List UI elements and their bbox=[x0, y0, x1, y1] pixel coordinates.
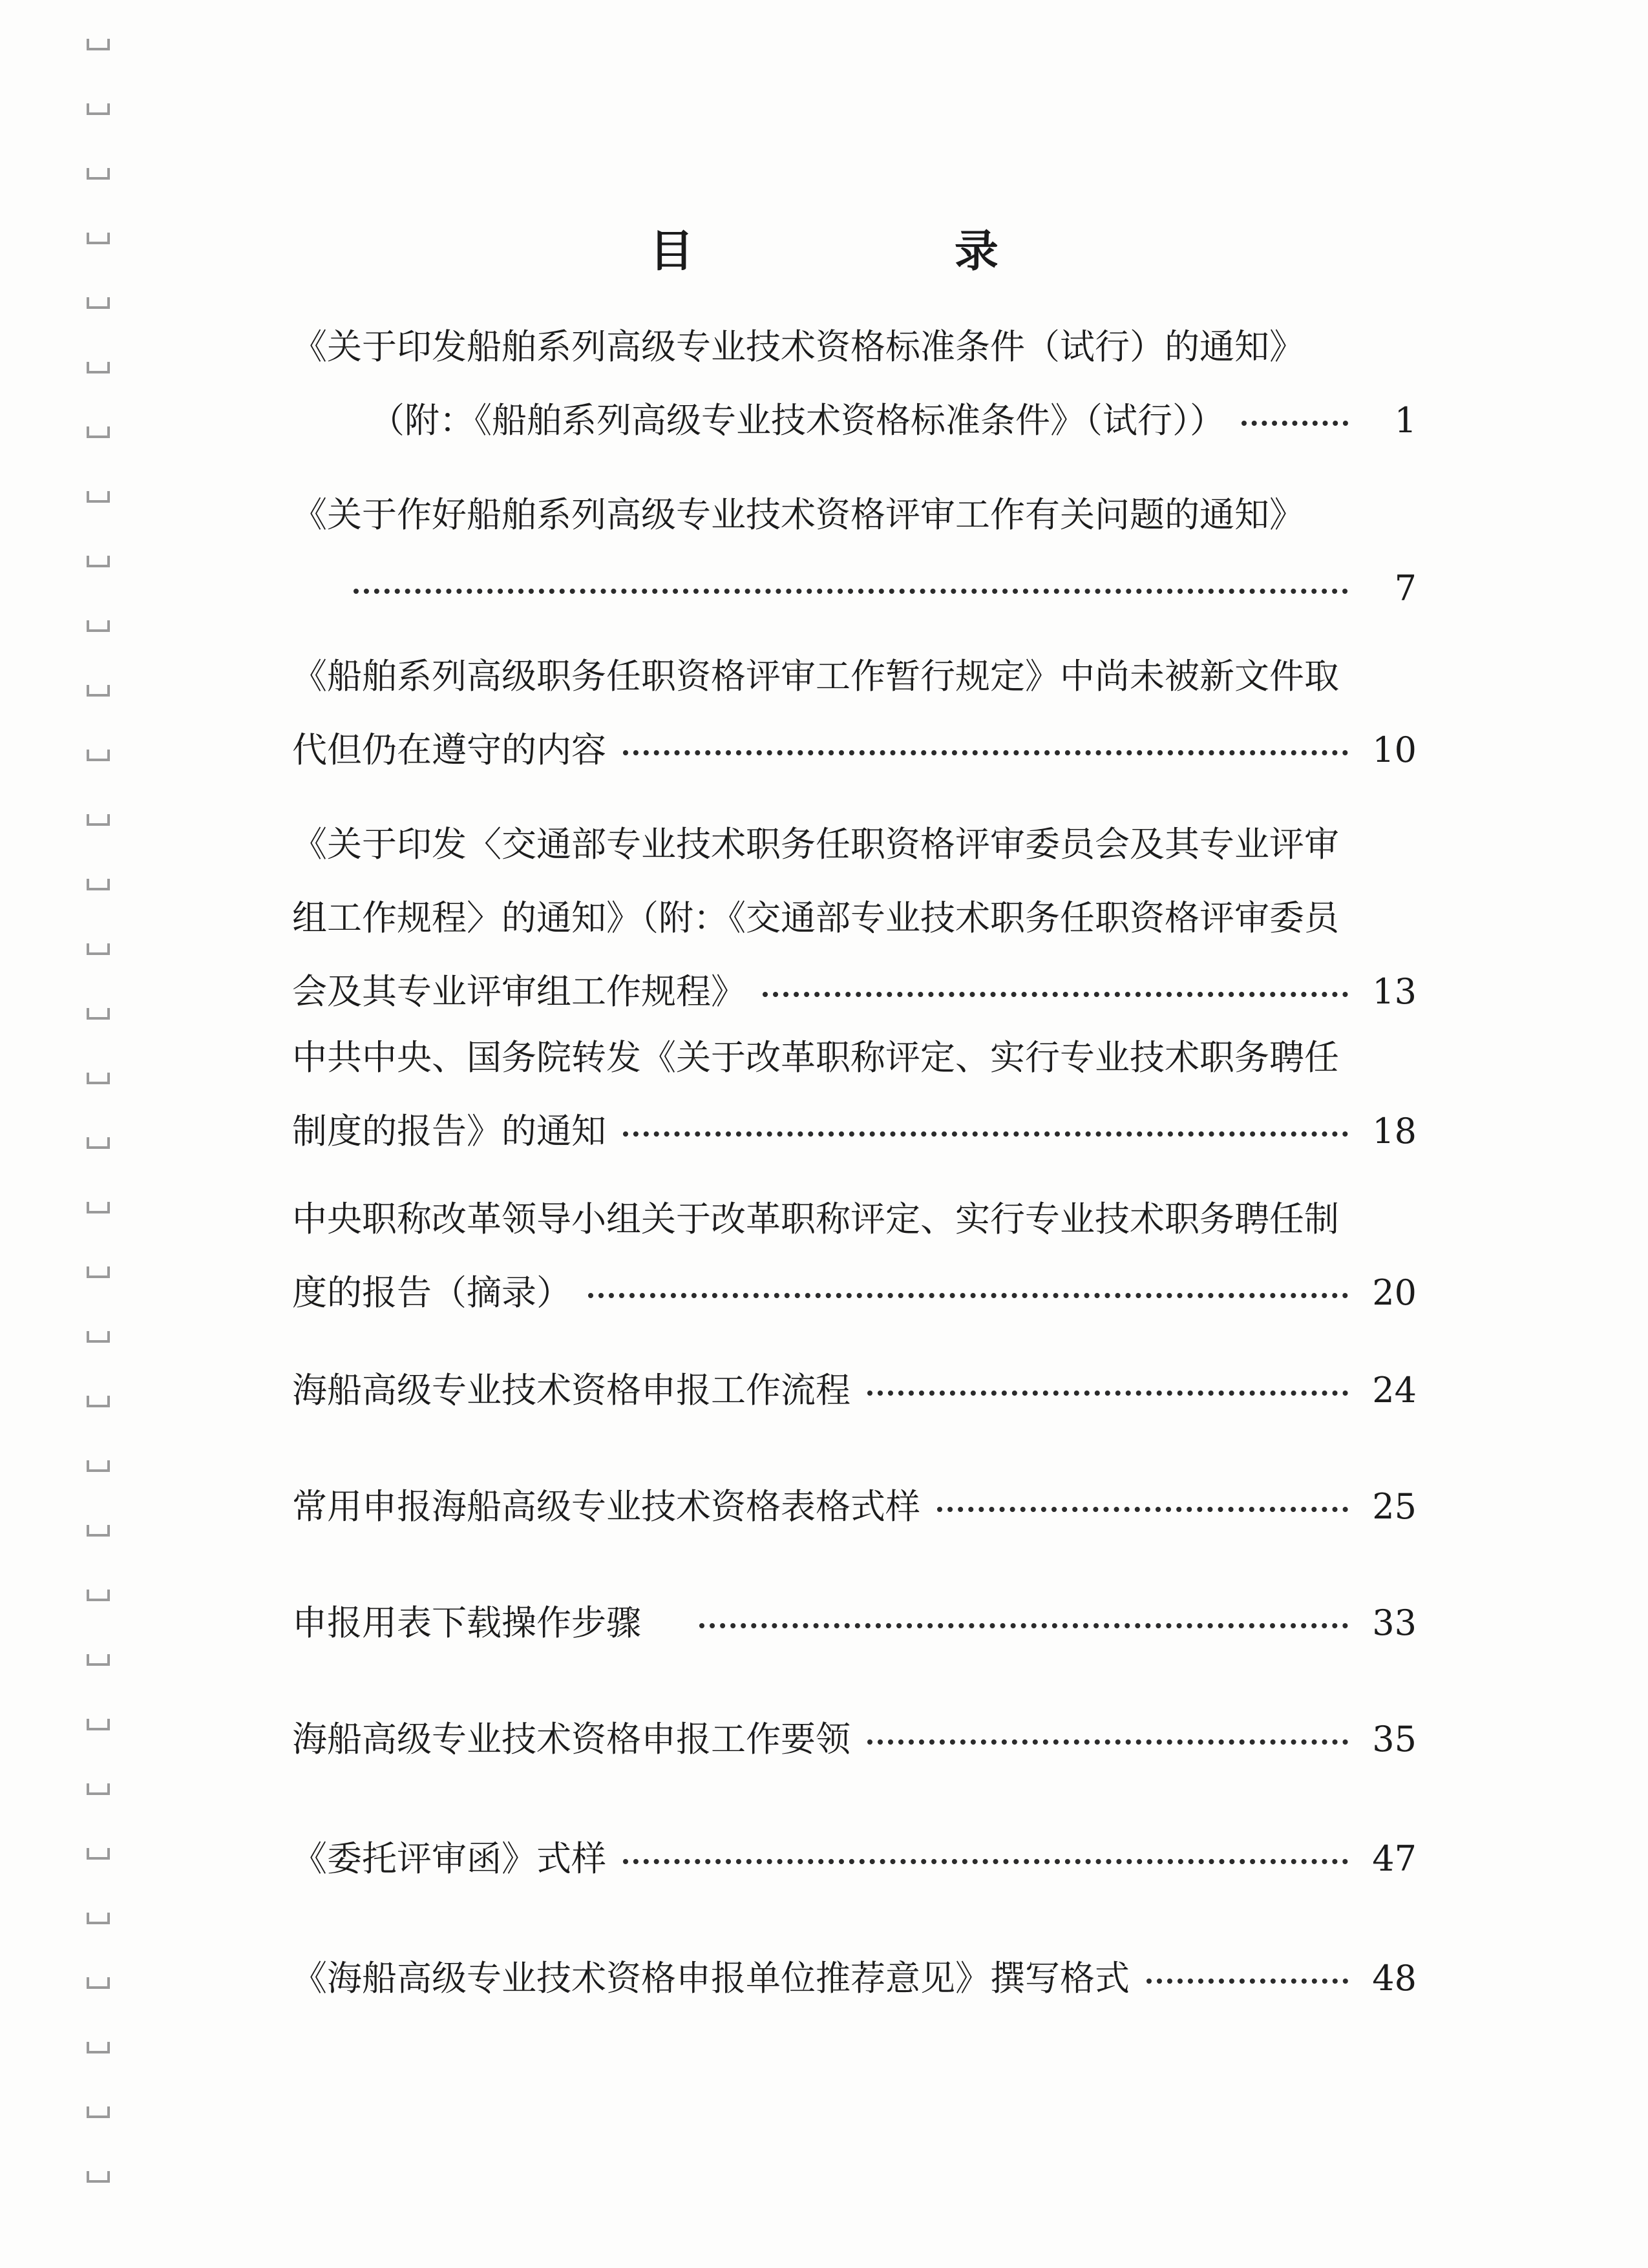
binding-hole-mark bbox=[87, 620, 110, 632]
toc-line bbox=[292, 1470, 1417, 1544]
toc-text: 代但仍在遵守的内容 bbox=[292, 730, 606, 770]
dot-leader bbox=[937, 1507, 1348, 1512]
toc-text: 度的报告（摘录） bbox=[292, 1272, 571, 1313]
binding-hole-mark bbox=[87, 814, 110, 826]
binding-hole-mark bbox=[87, 1848, 110, 1860]
toc-text: 《海船高级专业技术资格申报单位推荐意见》撰写格式 bbox=[292, 1958, 1130, 1999]
toc-text: 常用申报海船高级专业技术资格表格式样 bbox=[292, 1486, 920, 1527]
binding-hole-mark bbox=[87, 2106, 110, 2118]
toc-entry bbox=[292, 640, 1417, 787]
dot-leader bbox=[1241, 421, 1348, 426]
toc-line bbox=[292, 713, 1417, 787]
toc-page-number: 1 bbox=[1394, 400, 1417, 441]
toc-line bbox=[292, 1942, 1417, 2015]
toc-page-number: 13 bbox=[1372, 971, 1417, 1012]
binding-hole-mark bbox=[87, 556, 110, 567]
toc-line bbox=[292, 1256, 1417, 1330]
toc-text: 海船高级专业技术资格申报工作要领 bbox=[292, 1719, 850, 1759]
binding-hole-mark bbox=[87, 1525, 110, 1537]
toc-page-number: 35 bbox=[1372, 1719, 1417, 1759]
binding-hole-mark bbox=[87, 1913, 110, 1924]
toc-text: 《船舶系列高级职务任职资格评审工作暂行规定》中尚未被新文件取 bbox=[292, 656, 1339, 697]
toc-text: 会及其专业评审组工作规程》 bbox=[292, 971, 746, 1012]
binding-hole-mark bbox=[87, 1331, 110, 1343]
toc-page-number: 33 bbox=[1372, 1602, 1417, 1643]
toc-entry bbox=[292, 1021, 1417, 1168]
dot-leader bbox=[763, 992, 1348, 997]
toc-line bbox=[292, 955, 1417, 1029]
binding-hole-mark bbox=[87, 168, 110, 180]
binding-hole-mark bbox=[87, 1202, 110, 1213]
binding-hole-mark bbox=[87, 1460, 110, 1472]
binding-hole-mark bbox=[87, 39, 110, 50]
binding-hole-mark bbox=[87, 2042, 110, 2053]
toc-line bbox=[292, 1586, 1417, 1660]
toc-page-number: 18 bbox=[1372, 1111, 1417, 1151]
dot-leader bbox=[588, 1293, 1348, 1298]
toc-page-number: 20 bbox=[1372, 1272, 1417, 1313]
dot-leader bbox=[623, 1131, 1348, 1137]
toc-line bbox=[292, 310, 1417, 384]
toc-line bbox=[292, 1021, 1417, 1095]
toc-text: 《关于印发〈交通部专业技术职务任职资格评审委员会及其专业评审 bbox=[292, 824, 1339, 865]
binding-holes bbox=[78, 39, 129, 2236]
toc-text: 组工作规程〉的通知》（附：《交通部专业技术职务任职资格评审委员 bbox=[292, 898, 1339, 938]
toc-entry bbox=[292, 1586, 1417, 1660]
binding-hole-mark bbox=[87, 2171, 110, 2183]
toc-page-number: 47 bbox=[1372, 1838, 1417, 1879]
dot-leader bbox=[623, 1859, 1348, 1864]
dot-leader bbox=[623, 750, 1348, 755]
binding-hole-mark bbox=[87, 750, 110, 761]
toc-page-number: 10 bbox=[1372, 730, 1417, 770]
dot-leader bbox=[354, 589, 1348, 594]
toc-text: 《关于作好船舶系列高级专业技术资格评审工作有关问题的通知》 bbox=[292, 494, 1304, 535]
toc-text: 中共中央、国务院转发《关于改革职称评定、实行专业技术职务聘任 bbox=[292, 1037, 1339, 1078]
toc-page-number: 24 bbox=[1372, 1370, 1417, 1411]
page-title: 目 录 bbox=[650, 226, 1121, 277]
toc-page-number: 25 bbox=[1372, 1486, 1417, 1527]
binding-hole-mark bbox=[87, 1396, 110, 1407]
toc-line bbox=[292, 1354, 1417, 1427]
binding-hole-mark bbox=[87, 1783, 110, 1795]
toc-line bbox=[292, 1822, 1417, 1896]
dot-leader bbox=[867, 1739, 1348, 1745]
binding-hole-mark bbox=[87, 943, 110, 955]
toc-line bbox=[292, 640, 1417, 713]
toc-text: 申报用表下载操作步骤 bbox=[292, 1602, 641, 1643]
toc-text: 制度的报告》的通知 bbox=[292, 1111, 606, 1151]
toc-page-number: 7 bbox=[1394, 568, 1417, 609]
toc-text: 中央职称改革领导小组关于改革职称评定、实行专业技术职务聘任制 bbox=[292, 1199, 1339, 1239]
binding-hole-mark bbox=[87, 1137, 110, 1149]
binding-hole-mark bbox=[87, 1977, 110, 1989]
toc-page-number: 48 bbox=[1372, 1958, 1417, 1999]
toc-line bbox=[292, 1182, 1417, 1256]
toc-entry bbox=[292, 1182, 1417, 1330]
toc-text: 海船高级专业技术资格申报工作流程 bbox=[292, 1370, 850, 1411]
toc-text: 《委托评审函》式样 bbox=[292, 1838, 606, 1879]
binding-hole-mark bbox=[87, 1008, 110, 1020]
binding-hole-mark bbox=[87, 297, 110, 309]
toc-line bbox=[292, 881, 1417, 955]
dot-leader bbox=[1146, 1979, 1348, 1984]
binding-hole-mark bbox=[87, 1590, 110, 1601]
binding-hole-mark bbox=[87, 491, 110, 503]
toc-text: （附：《船舶系列高级专业技术资格标准条件》（试行）） bbox=[370, 400, 1225, 441]
toc-line bbox=[292, 1095, 1417, 1168]
toc-line bbox=[292, 384, 1417, 457]
binding-hole-mark bbox=[87, 1654, 110, 1666]
toc-entry bbox=[292, 1470, 1417, 1544]
binding-hole-mark bbox=[87, 685, 110, 697]
toc-entry bbox=[292, 1703, 1417, 1776]
binding-hole-mark bbox=[87, 426, 110, 438]
toc-line bbox=[292, 1703, 1417, 1776]
toc-entry bbox=[292, 1822, 1417, 1896]
binding-hole-mark bbox=[87, 103, 110, 115]
toc-text: 《关于印发船舶系列高级专业技术资格标准条件（试行）的通知》 bbox=[292, 326, 1304, 367]
binding-hole-mark bbox=[87, 1719, 110, 1730]
toc-line bbox=[292, 808, 1417, 881]
binding-hole-mark bbox=[87, 362, 110, 373]
toc-line bbox=[292, 552, 1417, 625]
binding-hole-mark bbox=[87, 879, 110, 890]
dot-leader bbox=[867, 1391, 1348, 1396]
toc-entry bbox=[292, 1354, 1417, 1427]
binding-hole-mark bbox=[87, 1073, 110, 1084]
toc-entry bbox=[292, 310, 1417, 457]
toc-line bbox=[292, 478, 1417, 552]
binding-hole-mark bbox=[87, 1266, 110, 1278]
toc-entry bbox=[292, 808, 1417, 1029]
toc-entry bbox=[292, 1942, 1417, 2015]
dot-leader bbox=[699, 1623, 1348, 1628]
toc-entry bbox=[292, 478, 1417, 625]
